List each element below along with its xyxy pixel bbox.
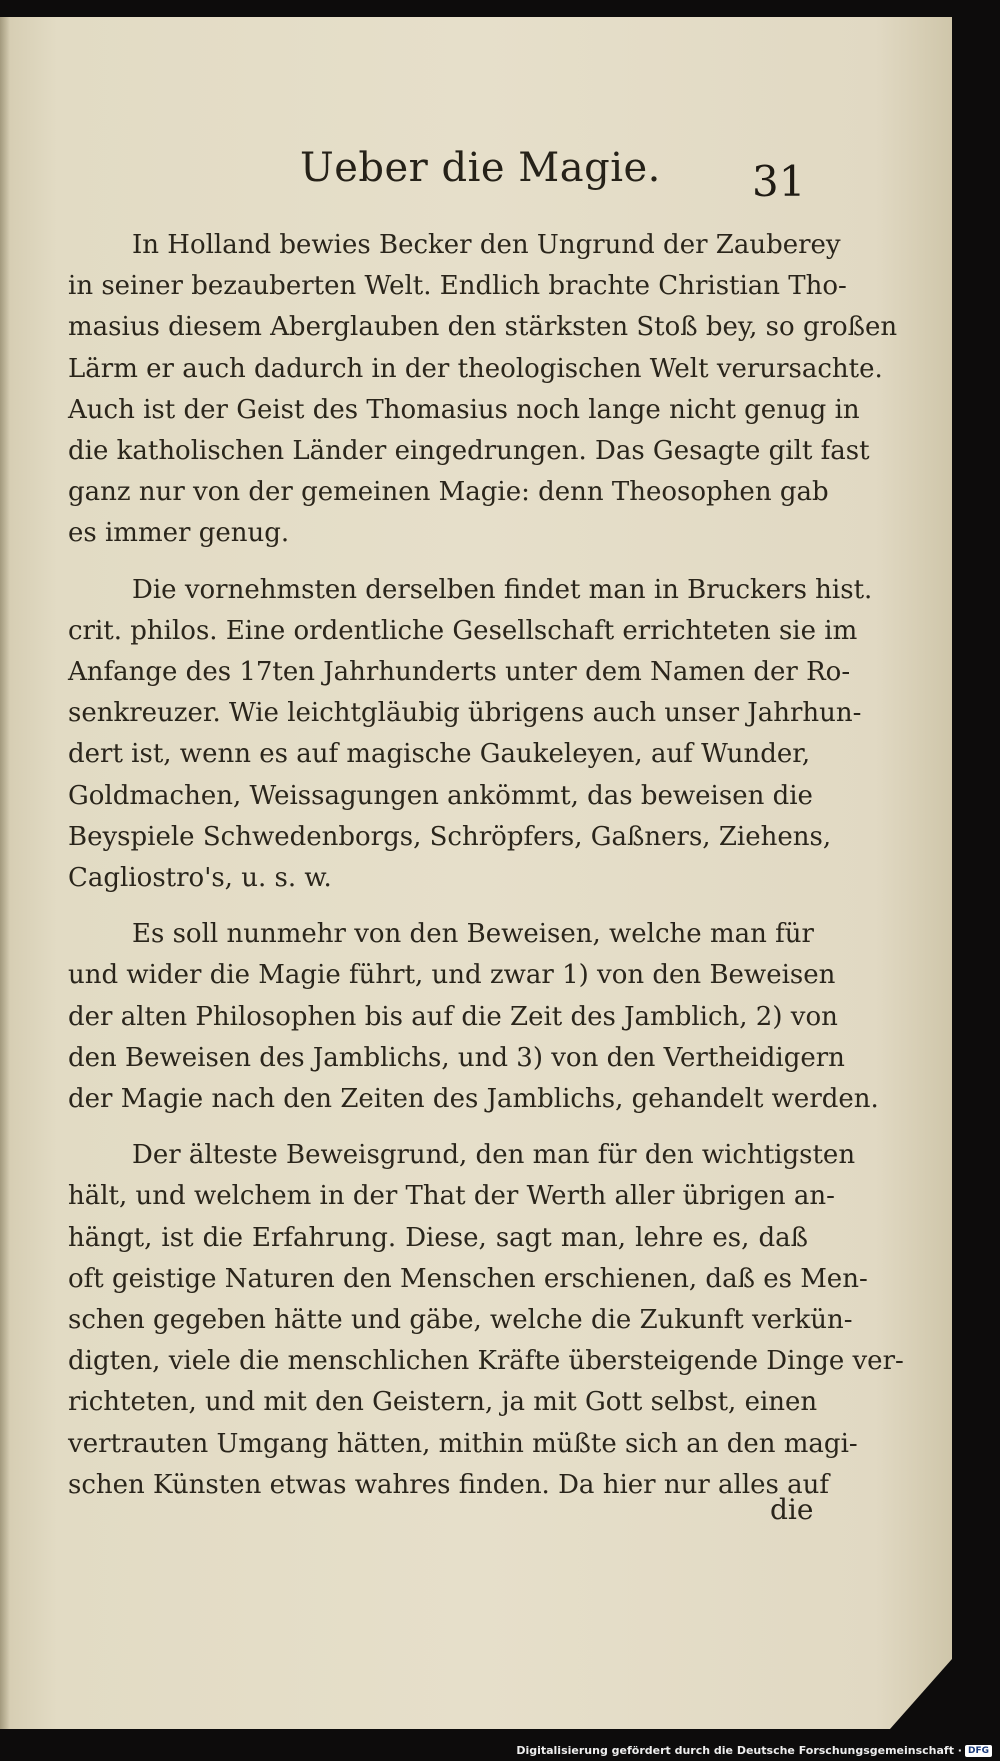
text-line: und wider die Magie führt, und zwar 1) von den Beweisen bbox=[68, 960, 836, 991]
credit-text: Digitalisierung gefördert durch die Deutsche Forschungsgemeinschaft · bbox=[516, 1744, 962, 1757]
page-number: 31 bbox=[752, 157, 806, 206]
catchword: die bbox=[770, 1493, 814, 1526]
text-line: es immer genug. bbox=[68, 518, 290, 549]
text-line: der Magie nach den Zeiten des Jamblichs, gehandelt werden. bbox=[68, 1084, 879, 1115]
page-corner-fold bbox=[890, 1659, 952, 1729]
text-line: ganz nur von der gemeinen Magie: denn Theosophen gab bbox=[68, 477, 829, 508]
running-title: Ueber die Magie. bbox=[300, 145, 661, 191]
text-line: Lärm er auch dadurch in der theologischen Welt verursachte. bbox=[68, 353, 883, 384]
text-line: Der älteste Beweisgrund, den man für den wichtigsten bbox=[132, 1140, 856, 1171]
text-line: Cagliostro's, u. s. w. bbox=[68, 863, 332, 894]
text-line: in seiner bezauberten Welt. Endlich brachte Christian Tho- bbox=[68, 271, 847, 302]
text-line: richteten, und mit den Geistern, ja mit Gott selbst, einen bbox=[68, 1387, 818, 1418]
text-line: dert ist, wenn es auf magische Gaukeleyen, auf Wunder, bbox=[68, 739, 811, 770]
text-line: oft geistige Naturen den Menschen erschienen, daß es Men- bbox=[68, 1263, 868, 1294]
text-line: senkreuzer. Wie leichtgläubig übrigens auch unser Jahrhun- bbox=[68, 698, 862, 729]
book-page bbox=[0, 17, 952, 1729]
text-line: digten, viele die menschlichen Kräfte übersteigende Dinge ver- bbox=[68, 1346, 904, 1377]
text-line: hält, und welchem in der That der Werth aller übrigen an- bbox=[68, 1181, 835, 1212]
paragraph-1 bbox=[68, 225, 898, 555]
dfg-logo: DFG bbox=[965, 1745, 992, 1757]
text-line: In Holland bewies Becker den Ungrund der Zauberey bbox=[132, 230, 841, 260]
text-line: schen gegeben hätte und gäbe, welche die Zukunft verkün- bbox=[68, 1305, 853, 1336]
body-text bbox=[68, 225, 904, 1506]
text-line: Auch ist der Geist des Thomasius noch lange nicht genug in bbox=[68, 394, 860, 425]
text-line: Die vornehmsten derselben findet man in Bruckers hist. bbox=[132, 574, 873, 605]
text-line: den Beweisen des Jamblichs, und 3) von den Vertheidigern bbox=[68, 1042, 845, 1073]
text-line: Beyspiele Schwedenborgs, Schröpfers, Gaßners, Ziehens, bbox=[68, 821, 832, 852]
digitization-credit bbox=[516, 1744, 992, 1757]
text-line: crit. philos. Eine ordentliche Gesellschaft errichteten sie im bbox=[68, 615, 858, 646]
paragraph-2 bbox=[68, 570, 873, 900]
text-line: die katholischen Länder eingedrungen. Das Gesagte gilt fast bbox=[68, 436, 870, 467]
text-line: der alten Philosophen bis auf die Zeit des Jamblich, 2) von bbox=[68, 1001, 838, 1032]
text-line: schen Künsten etwas wahres finden. Da hier nur alles auf bbox=[68, 1469, 830, 1500]
text-line: vertrauten Umgang hätten, mithin müßte sich an den magi- bbox=[68, 1428, 858, 1459]
text-line: Goldmachen, Weissagungen ankömmt, das beweisen die bbox=[68, 780, 813, 811]
page-gutter-shadow bbox=[0, 17, 10, 1729]
text-line: Es soll nunmehr von den Beweisen, welche man für bbox=[132, 919, 814, 950]
text-line: Anfange des 17ten Jahrhunderts unter dem Namen der Ro- bbox=[68, 657, 851, 688]
text-line: hängt, ist die Erfahrung. Diese, sagt man, lehre es, daß bbox=[68, 1222, 808, 1253]
text-line: masius diesem Aberglauben den stärksten Stoß bey, so großen bbox=[68, 312, 898, 343]
paragraph-3 bbox=[68, 914, 879, 1120]
paragraph-4 bbox=[68, 1135, 904, 1506]
